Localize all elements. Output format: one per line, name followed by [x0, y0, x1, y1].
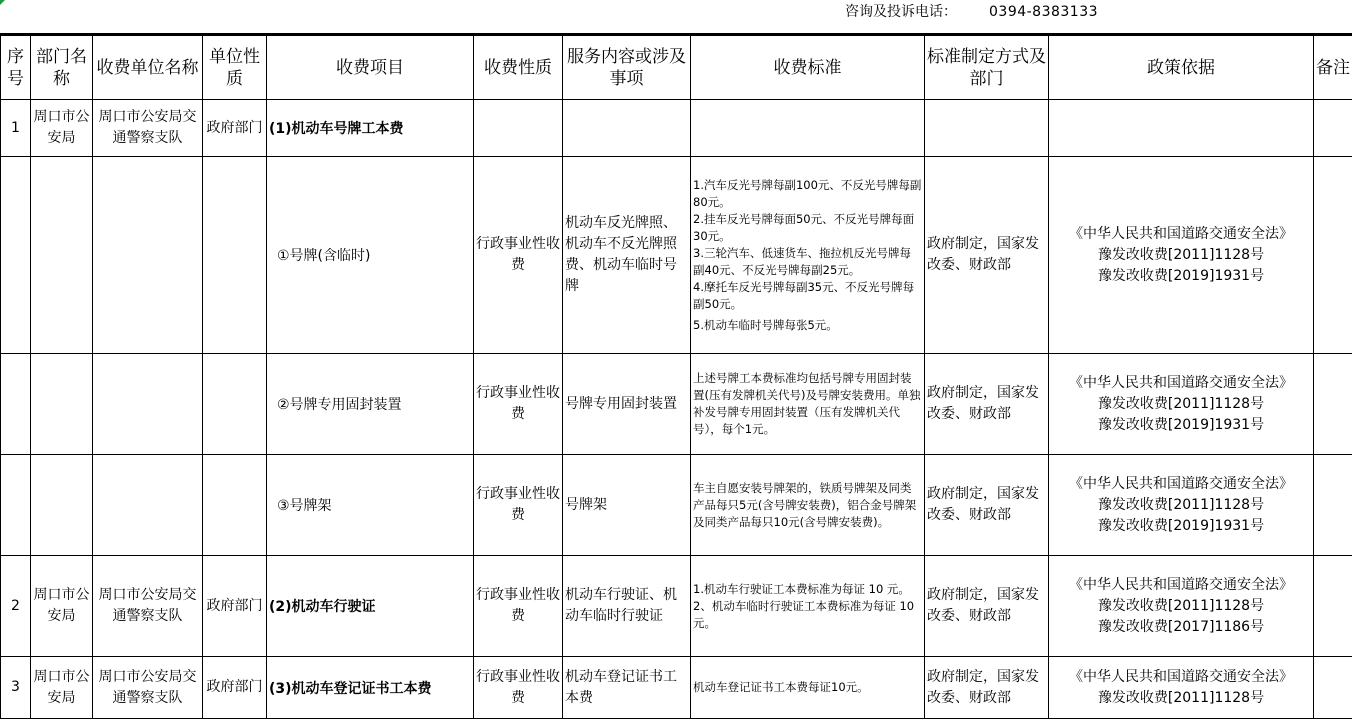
cell-basis [1049, 354, 1314, 455]
header-row [1, 36, 1352, 100]
cell-service: 机动车登记证书工本费 [563, 657, 691, 719]
col-method: 标准制定方式及部门 [925, 36, 1049, 100]
col-basis: 政策依据 [1049, 36, 1314, 100]
cell-dept [31, 354, 93, 455]
cell-standard [691, 100, 925, 157]
cell-fee-nature [474, 100, 563, 157]
cell-seq: 3 [1, 657, 31, 719]
cell-seq: 2 [1, 556, 31, 657]
table-row [1, 157, 1352, 354]
cell-unit: 周口市公安局交通警察支队 [93, 100, 203, 157]
basis-line: 豫发改收费[2011]1128号 [1097, 496, 1265, 513]
cell-method [925, 100, 1049, 157]
cell-fee-nature: 行政事业性收费 [474, 556, 563, 657]
cell-unit: 周口市公安局交通警察支队 [93, 657, 203, 719]
basis-line: 豫发改收费[2017]1186号 [1097, 618, 1265, 635]
basis-line: 《中华人民共和国道路交通安全法》 [1069, 225, 1293, 242]
cell-item: (3)机动车登记证书工本费 [267, 657, 474, 719]
basis-line: 豫发改收费[2019]1931号 [1097, 267, 1265, 284]
col-remark: 备注 [1314, 36, 1352, 100]
basis-line: 《中华人民共和国道路交通安全法》 [1069, 576, 1293, 593]
basis-line: 豫发改收费[2019]1931号 [1097, 517, 1265, 534]
basis-line: 《中华人民共和国道路交通安全法》 [1069, 374, 1293, 391]
cell-basis [1049, 455, 1314, 556]
col-item: 收费项目 [267, 36, 474, 100]
cell-remark [1314, 455, 1352, 556]
cell-dept [31, 157, 93, 354]
standard-line: 机动车登记证书工本费每证10元。 [693, 680, 869, 694]
basis-line: 豫发改收费[2011]1128号 [1097, 246, 1265, 263]
cell-nature [203, 354, 267, 455]
fee-table [0, 35, 1352, 719]
cell-service: 机动车行驶证、机动车临时行驶证 [563, 556, 691, 657]
cell-method: 政府制定，国家发改委、财政部 [925, 157, 1049, 354]
table-row [1, 354, 1352, 455]
cell-fee-nature: 行政事业性收费 [474, 354, 563, 455]
table-row [1, 556, 1352, 657]
cell-item: ②号牌专用固封装置 [267, 354, 474, 455]
standard-line: 4.摩托车反光号牌每副35元、不反光号牌每副50元。 [693, 279, 915, 311]
cell-remark [1314, 157, 1352, 354]
table-row [1, 455, 1352, 556]
cell-seq [1, 455, 31, 556]
col-unit: 收费单位名称 [93, 36, 203, 100]
cell-service: 机动车反光牌照、机动车不反光牌照费、机动车临时号牌 [563, 157, 691, 354]
standard-line: 3.三轮汽车、低速货车、拖拉机反光号牌每副40元、不反光号牌每副25元。 [693, 245, 911, 277]
standard-line: 车主自愿安装号牌架的，铁质号牌架及同类产品每只5元(含号牌安装费)，铝合金号牌架及同类产品每只10元(含号牌安装费)。 [693, 480, 917, 529]
cell-method: 政府制定，国家发改委、财政部 [925, 657, 1049, 719]
basis-line: 《中华人民共和国道路交通安全法》 [1069, 668, 1293, 685]
hotline-label: 咨询及投诉电话： [845, 4, 957, 20]
cell-nature: 政府部门 [203, 657, 267, 719]
cell-nature: 政府部门 [203, 556, 267, 657]
standard-line: 1.汽车反光号牌每副100元、不反光号牌每副80元。 [693, 177, 922, 209]
cell-service: 号牌架 [563, 455, 691, 556]
cell-item: ①号牌(含临时) [267, 157, 474, 354]
cell-standard [691, 556, 925, 657]
table-row [1, 657, 1352, 719]
cell-unit: 周口市公安局交通警察支队 [93, 556, 203, 657]
top-bar [0, 0, 1352, 35]
cell-nature: 政府部门 [203, 100, 267, 157]
hotline [845, 3, 1098, 21]
cell-dept: 周口市公安局 [31, 100, 93, 157]
cell-fee-nature: 行政事业性收费 [474, 455, 563, 556]
cell-basis [1049, 100, 1314, 157]
cell-corner-marker [0, 0, 5, 5]
cell-item: ③号牌架 [267, 455, 474, 556]
table-row [1, 100, 1352, 157]
col-standard: 收费标准 [691, 36, 925, 100]
standard-line: 2.挂车反光号牌每面50元、不反光号牌每面30元。 [693, 211, 915, 243]
cell-standard [691, 657, 925, 719]
cell-dept: 周口市公安局 [31, 657, 93, 719]
basis-line: 豫发改收费[2019]1931号 [1097, 416, 1265, 433]
cell-nature [203, 157, 267, 354]
cell-fee-nature: 行政事业性收费 [474, 657, 563, 719]
col-nature: 单位性质 [203, 36, 267, 100]
cell-basis [1049, 657, 1314, 719]
cell-item: (2)机动车行驶证 [267, 556, 474, 657]
col-fee-nature: 收费性质 [474, 36, 563, 100]
cell-fee-nature: 行政事业性收费 [474, 157, 563, 354]
cell-standard [691, 354, 925, 455]
cell-seq [1, 354, 31, 455]
basis-line: 豫发改收费[2011]1128号 [1097, 597, 1265, 614]
cell-remark [1314, 657, 1352, 719]
cell-remark [1314, 556, 1352, 657]
cell-service [563, 100, 691, 157]
cell-item: (1)机动车号牌工本费 [267, 100, 474, 157]
cell-method: 政府制定，国家发改委、财政部 [925, 455, 1049, 556]
cell-remark [1314, 354, 1352, 455]
cell-seq: 1 [1, 100, 31, 157]
cell-standard [691, 455, 925, 556]
standard-line: 1.机动车行驶证工本费标准为每证 10 元。 [693, 581, 910, 596]
cell-dept [31, 455, 93, 556]
cell-unit [93, 354, 203, 455]
cell-seq [1, 157, 31, 354]
cell-unit [93, 157, 203, 354]
cell-service: 号牌专用固封装置 [563, 354, 691, 455]
hotline-number: 0394-8383133 [989, 4, 1099, 20]
cell-dept: 周口市公安局 [31, 556, 93, 657]
cell-method: 政府制定，国家发改委、财政部 [925, 354, 1049, 455]
cell-unit [93, 455, 203, 556]
col-service: 服务内容或涉及事项 [563, 36, 691, 100]
standard-line: 5.机动车临时号牌每张5元。 [693, 317, 838, 332]
col-dept: 部门名称 [31, 36, 93, 100]
basis-line: 豫发改收费[2011]1128号 [1097, 689, 1265, 706]
basis-line: 豫发改收费[2011]1128号 [1097, 395, 1265, 412]
cell-basis [1049, 556, 1314, 657]
standard-line: 2、机动车临时行驶证工本费标准为每证 10 元。 [693, 598, 915, 630]
cell-remark [1314, 100, 1352, 157]
basis-line: 《中华人民共和国道路交通安全法》 [1069, 475, 1293, 492]
cell-standard [691, 157, 925, 354]
col-seq: 序号 [1, 36, 31, 100]
cell-nature [203, 455, 267, 556]
cell-basis [1049, 157, 1314, 354]
standard-line: 上述号牌工本费标准均包括号牌专用固封装置(压有发牌机关代号)及号牌安装费用。单独补发号牌专用固封装置（压有发牌机关代号），每个1元。 [693, 371, 921, 436]
cell-method: 政府制定，国家发改委、财政部 [925, 556, 1049, 657]
